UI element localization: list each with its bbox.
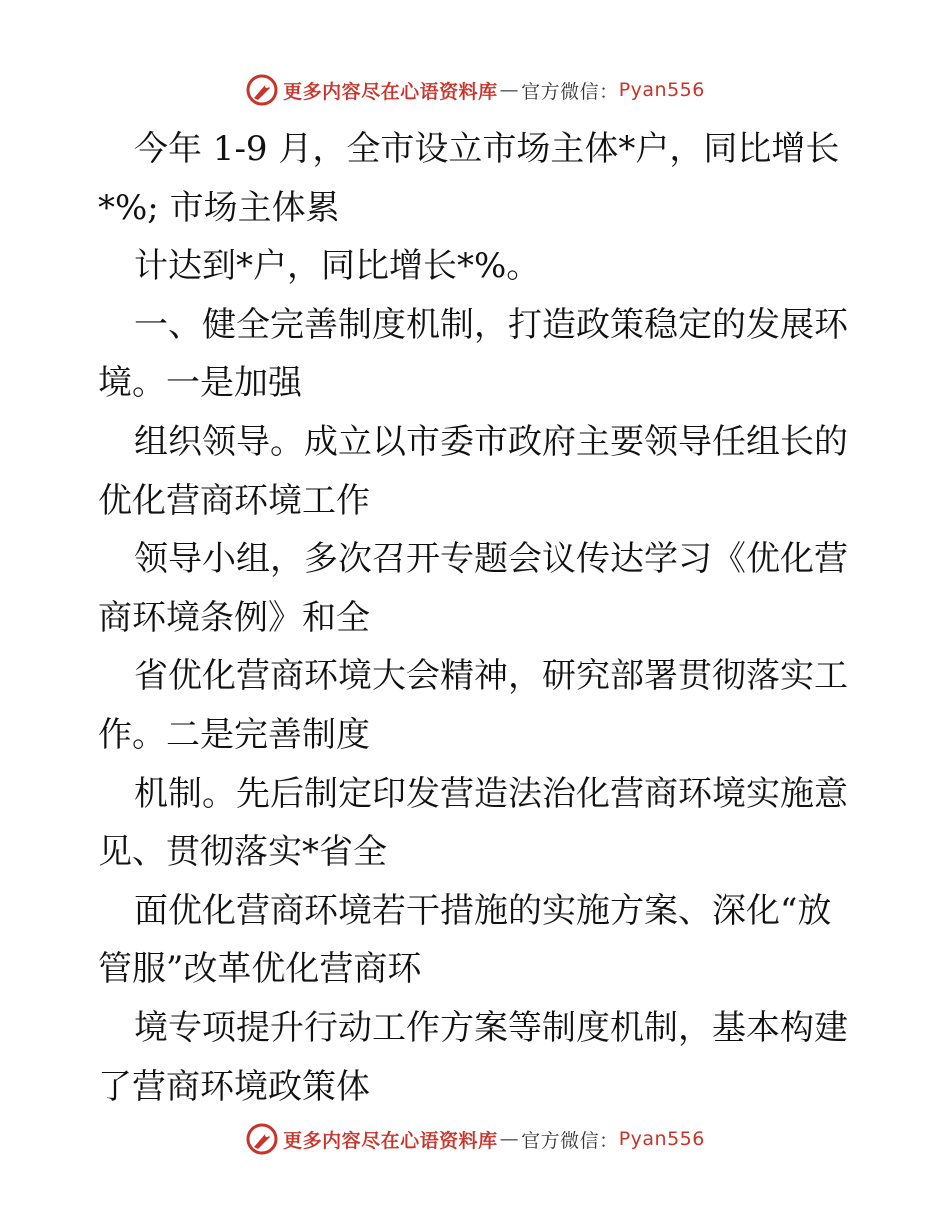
text-line: 机制。先后制定印发营造法治化营商环境实施意 <box>134 773 848 814</box>
header-watermark <box>0 70 950 110</box>
pen-nib-circle-icon <box>245 73 279 107</box>
text-line: 省优化营商环境大会精神，研究部署贯彻落实工 <box>134 656 848 697</box>
watermark-label: 官方微信： <box>521 1129 619 1152</box>
text-line: 境专项提升行动工作方案等制度机制，基本构建 <box>134 1007 848 1048</box>
text-line: 见、贯彻落实*省全 <box>98 832 387 873</box>
watermark-main-text: 更多内容尽在心语资料库 <box>283 80 498 103</box>
text-line: 一、健全完善制度机制，打造政策稳定的发展环 <box>134 304 848 345</box>
watermark-main-text: 更多内容尽在心语资料库 <box>283 1129 498 1152</box>
watermark-wechat-id: Pyan556 <box>618 79 705 101</box>
watermark-dash: — <box>499 1128 520 1150</box>
text-line: 计达到*户，同比增长*%。 <box>134 246 541 287</box>
text-line: 今年 1-9 月，全市设立市场主体*户，同比增长 <box>134 129 840 169</box>
watermark-dash: — <box>499 79 520 101</box>
text-line: 作。二是完善制度 <box>98 714 370 755</box>
pen-nib-circle-icon <box>245 1122 279 1156</box>
text-line: 境。一是加强 <box>98 363 302 404</box>
text-line: 面优化营商环境若干措施的实施方案、深化“放 <box>134 890 832 931</box>
watermark-label: 官方微信： <box>521 80 619 103</box>
footer-watermark <box>0 1119 950 1159</box>
text-line: 管服”改革优化营商环 <box>98 949 422 990</box>
text-line: 了营商环境政策体 <box>98 1066 370 1107</box>
text-line: 组织领导。成立以市委市政府主要领导任组长的 <box>134 421 848 462</box>
text-line: 优化营商环境工作 <box>98 480 370 521</box>
text-line: 领导小组，多次召开专题会议传达学习《优化营 <box>134 539 848 580</box>
watermark-wechat-id: Pyan556 <box>618 1128 705 1150</box>
text-line: *%; 市场主体累 <box>98 187 340 228</box>
text-line: 商环境条例》和全 <box>98 597 370 638</box>
document-body <box>98 120 858 1116</box>
